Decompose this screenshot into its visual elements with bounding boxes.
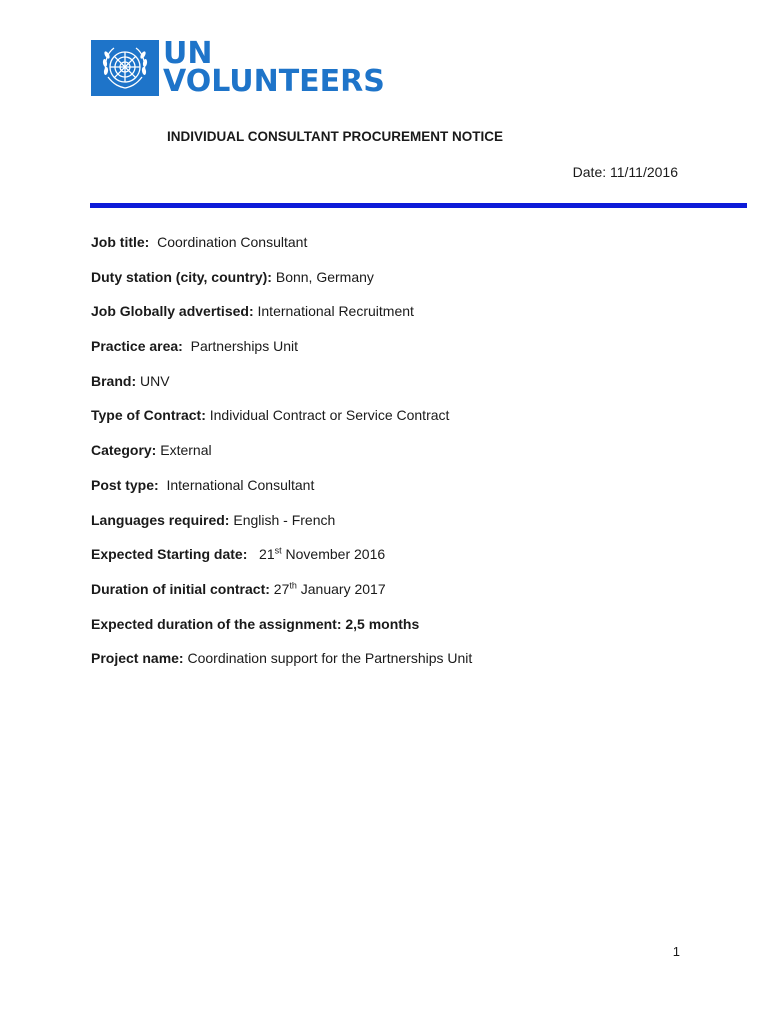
logo-line-un: UN bbox=[163, 36, 213, 72]
field-label: Project name: bbox=[91, 650, 184, 667]
field-assignment-duration bbox=[91, 615, 731, 650]
field-label: Category: bbox=[91, 442, 157, 459]
field-value: Partnerships Unit bbox=[190, 338, 299, 355]
page-number: 1 bbox=[672, 944, 680, 959]
field-job-title bbox=[91, 233, 731, 268]
field-value: International Consultant bbox=[166, 476, 315, 493]
field-value: External bbox=[160, 442, 212, 459]
field-label: Expected Starting date: bbox=[91, 546, 248, 563]
field-label: Job Globally advertised: bbox=[91, 303, 254, 320]
field-label: Languages required: bbox=[91, 511, 230, 528]
field-day-suffix: th bbox=[289, 580, 297, 591]
field-value: Coordination Consultant bbox=[157, 234, 308, 250]
field-label: Post type: bbox=[91, 476, 159, 493]
notice-date: Date: 11/11/2016 bbox=[572, 164, 678, 180]
field-value: English - French bbox=[233, 511, 336, 528]
field-label: Expected duration of the assignment: 2,5 months bbox=[91, 615, 420, 632]
field-value: Individual Contract or Service Contract bbox=[209, 407, 450, 424]
un-emblem-icon bbox=[91, 40, 159, 96]
field-value: International Recruitment bbox=[257, 303, 414, 320]
field-start-date bbox=[91, 545, 731, 580]
field-duty-station bbox=[91, 268, 731, 303]
field-label: Practice area: bbox=[91, 338, 183, 355]
field-day: 21 bbox=[259, 546, 275, 563]
field-day: 27 bbox=[273, 580, 290, 597]
field-day-suffix: st bbox=[274, 545, 282, 556]
field-value: Coordination support for the Partnerships Unit bbox=[187, 650, 473, 667]
notice-title bbox=[0, 129, 670, 144]
field-globally-advertised bbox=[91, 302, 731, 337]
field-contract-type bbox=[91, 406, 731, 441]
field-label: Duration of initial contract: bbox=[91, 580, 270, 597]
field-languages bbox=[91, 511, 731, 546]
field-value: Bonn, Germany bbox=[275, 268, 374, 285]
field-initial-duration bbox=[91, 580, 731, 615]
field-label: Brand: bbox=[91, 372, 137, 389]
notice-title-text: INDIVIDUAL CONSULTANT PROCUREMENT NOTICE bbox=[167, 129, 503, 144]
field-brand bbox=[91, 372, 731, 407]
field-value: January 2017 bbox=[300, 580, 386, 597]
header-divider bbox=[90, 203, 747, 208]
field-label: Duty station (city, country): bbox=[91, 268, 272, 285]
un-volunteers-logo bbox=[91, 36, 385, 99]
field-category bbox=[91, 441, 731, 476]
field-value: November 2016 bbox=[285, 546, 386, 563]
job-details bbox=[91, 233, 731, 684]
logo-wordmark bbox=[163, 36, 385, 99]
field-value: UNV bbox=[140, 372, 170, 389]
field-label: Type of Contract: bbox=[91, 407, 206, 424]
field-label: Job title: bbox=[91, 234, 150, 250]
logo-line-volunteers: VOLUNTEERS bbox=[163, 64, 385, 99]
field-project-name bbox=[91, 649, 731, 684]
field-post-type bbox=[91, 476, 731, 511]
field-practice-area bbox=[91, 337, 731, 372]
